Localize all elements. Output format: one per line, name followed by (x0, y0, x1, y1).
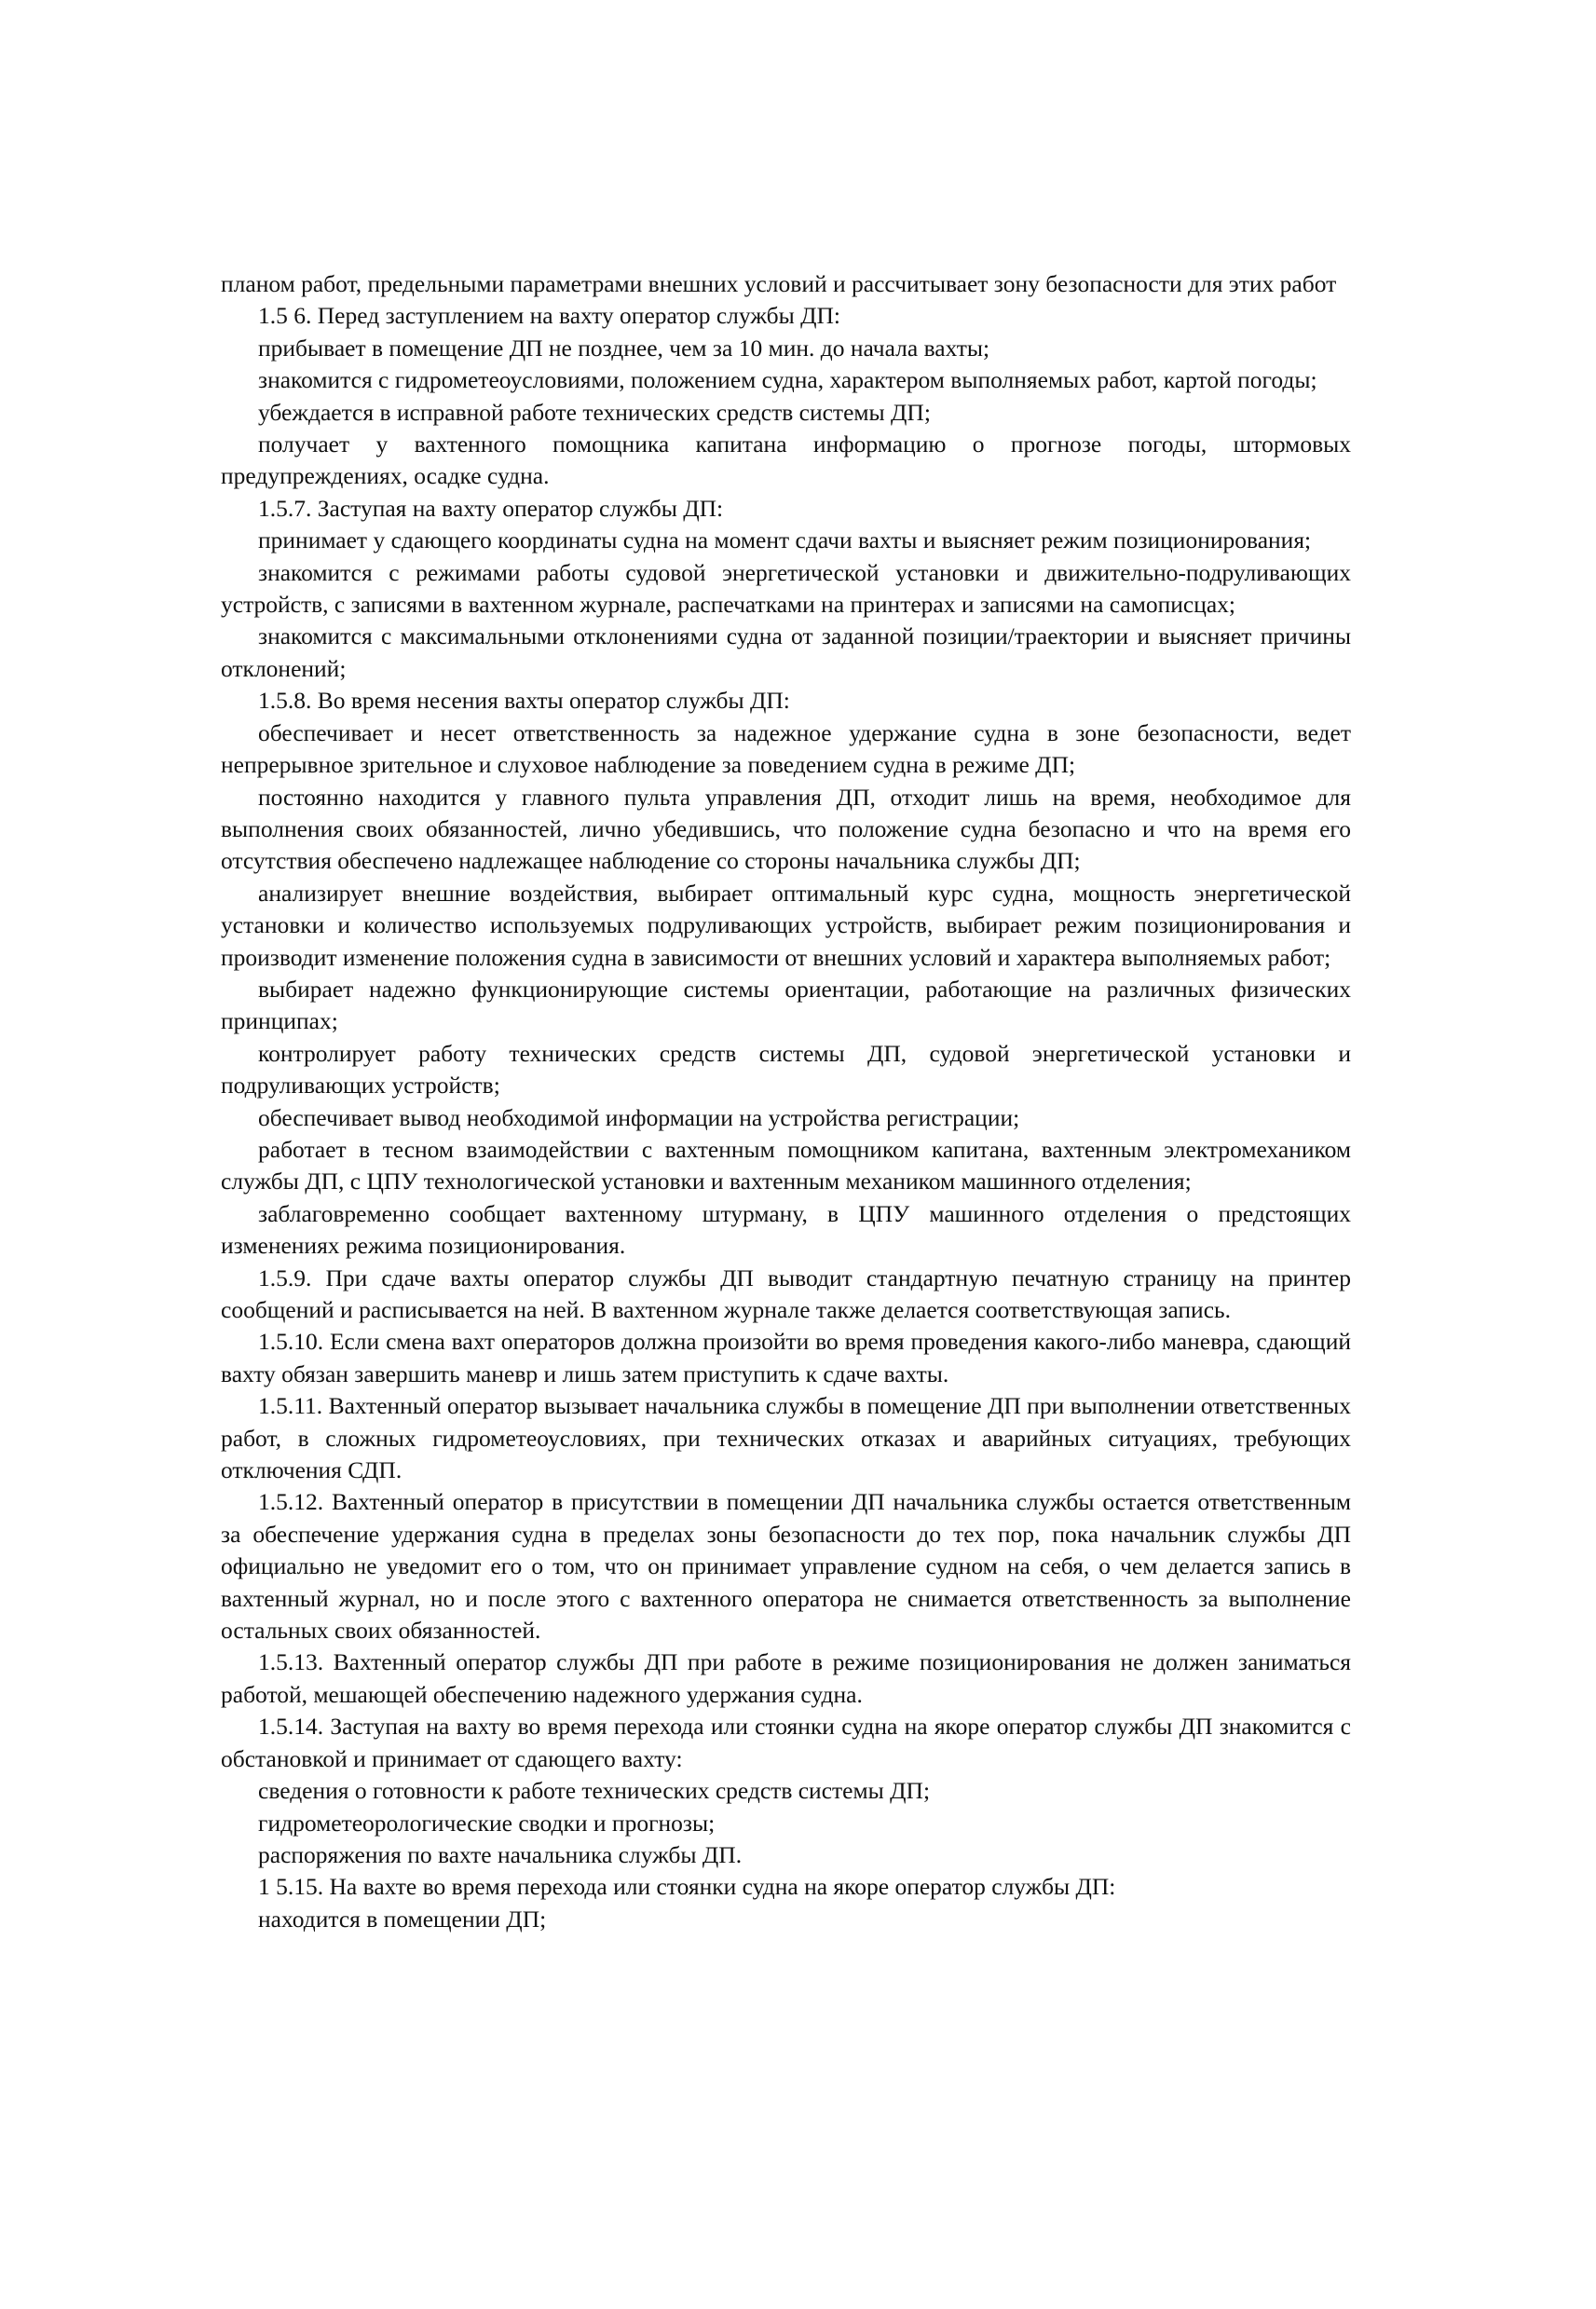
document-paragraph: распоряжения по вахте начальника службы ДП. (258, 1840, 743, 1868)
document-paragraph: обеспечивает вывод необходимой информации на устройства регистрации; (258, 1103, 1020, 1131)
document-paragraph: получает у вахтенного помощника капитана информацию о прогнозе погоды, штормовых предупреждениях, осадке судна. (221, 430, 1351, 490)
document-paragraph: планом работ, предельными параметрами внешних условий и рассчитывает зону безопасности для этих работ (221, 270, 1337, 297)
document-paragraph: 1 5.15. На вахте во время перехода или стоянки судна на якоре оператор службы ДП: (258, 1873, 1116, 1901)
document-paragraph: знакомится с максимальными отклонениями судна от заданной позиции/траектории и выясняет причины отклонений; (221, 622, 1351, 682)
document-paragraph: прибывает в помещение ДП не позднее, чем за 10 мин. до начала вахты; (258, 334, 990, 362)
document-paragraph: выбирает надежно функционирующие системы ориентации, работающие на различных физических принципах; (221, 975, 1351, 1035)
document-paragraph: гидрометеорологические сводки и прогнозы; (258, 1809, 716, 1837)
document-paragraph: обеспечивает и несет ответственность за надежное удержание судна в зоне безопасности, ведет непрерывное зрительное и слуховое наблюдение за поведением судна в режиме ДП; (221, 718, 1351, 779)
document-paragraph: заблаговременно сообщает вахтенному штурману, в ЦПУ машинного отделения о предстоящих изменениях режима позиционирования. (221, 1199, 1351, 1260)
document-paragraph: находится в помещении ДП; (258, 1905, 547, 1933)
document-paragraph: 1.5.10. Если смена вахт операторов должна произойти во время проведения какого-либо маневра, сдающий вахту обязан завершить маневр и лишь затем приступить к сдаче вахты. (221, 1328, 1351, 1387)
document-paragraph: знакомится с гидрометеоусловиями, положением судна, характером выполняемых работ, картой погоды; (258, 366, 1317, 394)
document-paragraph: 1.5.9. При сдаче вахты оператор службы ДП выводит стандартную печатную страницу на принтер сообщений и расписывается на ней. В вахтенном журнале также делается соответствующая запись. (221, 1264, 1351, 1323)
document-paragraph: 1.5 6. Перед заступлением на вахту оператор службы ДП: (258, 302, 840, 330)
document-paragraph: постоянно находится у главного пульта управления ДП, отходит лишь на время, необходимое для выполнения своих обязанностей, лично убедившись, что положение судна безопасно и что на время его отсутствия обеспечено надлежащее наблюдение со стороны начальника службы ДП; (221, 783, 1351, 875)
document-paragraph: знакомится с режимами работы судовой энергетической установки и движительно-подруливающих устройств, с записями в вахтенном журнале, распечатками на принтерах и записями на самописцах; (221, 558, 1351, 619)
document-paragraph: 1.5.11. Вахтенный оператор вызывает начальника службы в помещение ДП при выполнении ответственных работ, в сложных гидрометеоусловиях, при технических отказах и аварийных ситуациях, требующих отключения СДП. (221, 1392, 1351, 1484)
document-paragraph: 1.5.8. Во время несения вахты оператор службы ДП: (258, 687, 790, 715)
document-paragraph: принимает у сдающего координаты судна на момент сдачи вахты и выясняет режим позиционирования; (258, 526, 1312, 554)
document-paragraph: анализирует внешние воздействия, выбирает оптимальный курс судна, мощность энергетической установки и количество используемых подруливающих устройств, выбирает режим позиционирования и производит изменение положения судна в зависимости от внешних условий и характера выполняемых работ; (221, 879, 1351, 971)
document-paragraph: контролирует работу технических средств системы ДП, судовой энергетической установки и подруливающих устройств; (221, 1039, 1351, 1100)
document-paragraph: сведения о готовности к работе технических средств системы ДП; (258, 1777, 931, 1805)
document-paragraph: 1.5.14. Заступая на вахту во время перехода или стоянки судна на якоре оператор службы ДП знакомится с обстановкой и принимает от сдающего вахту: (221, 1713, 1351, 1772)
document-paragraph: 1.5.12. Вахтенный оператор в присутствии в помещении ДП начальника службы остается ответственным за обеспечение удержания судна в пределах зоны безопасности до тех пор, пока начальник службы ДП официально не уведомит его о том, что он принимает управление судном на себя, о чем делается запись в вахтенный журнал, но и после этого с вахтенного оператора не снимается ответственность за выполнение остальных своих обязанностей. (221, 1488, 1351, 1645)
document-paragraph: работает в тесном взаимодействии с вахтенным помощником капитана, вахтенным электромехаником службы ДП, с ЦПУ технологической установки и вахтенным механиком машинного отделения; (221, 1135, 1351, 1195)
document-paragraph: убеждается в исправной работе технических средств системы ДП; (258, 398, 931, 426)
document-paragraph: 1.5.13. Вахтенный оператор службы ДП при работе в режиме позиционирования не должен заниматься работой, мешающей обеспечению надежного удержания судна. (221, 1648, 1351, 1708)
document-paragraph: 1.5.7. Заступая на вахту оператор службы ДП: (258, 494, 724, 522)
document-body (221, 268, 1351, 1935)
